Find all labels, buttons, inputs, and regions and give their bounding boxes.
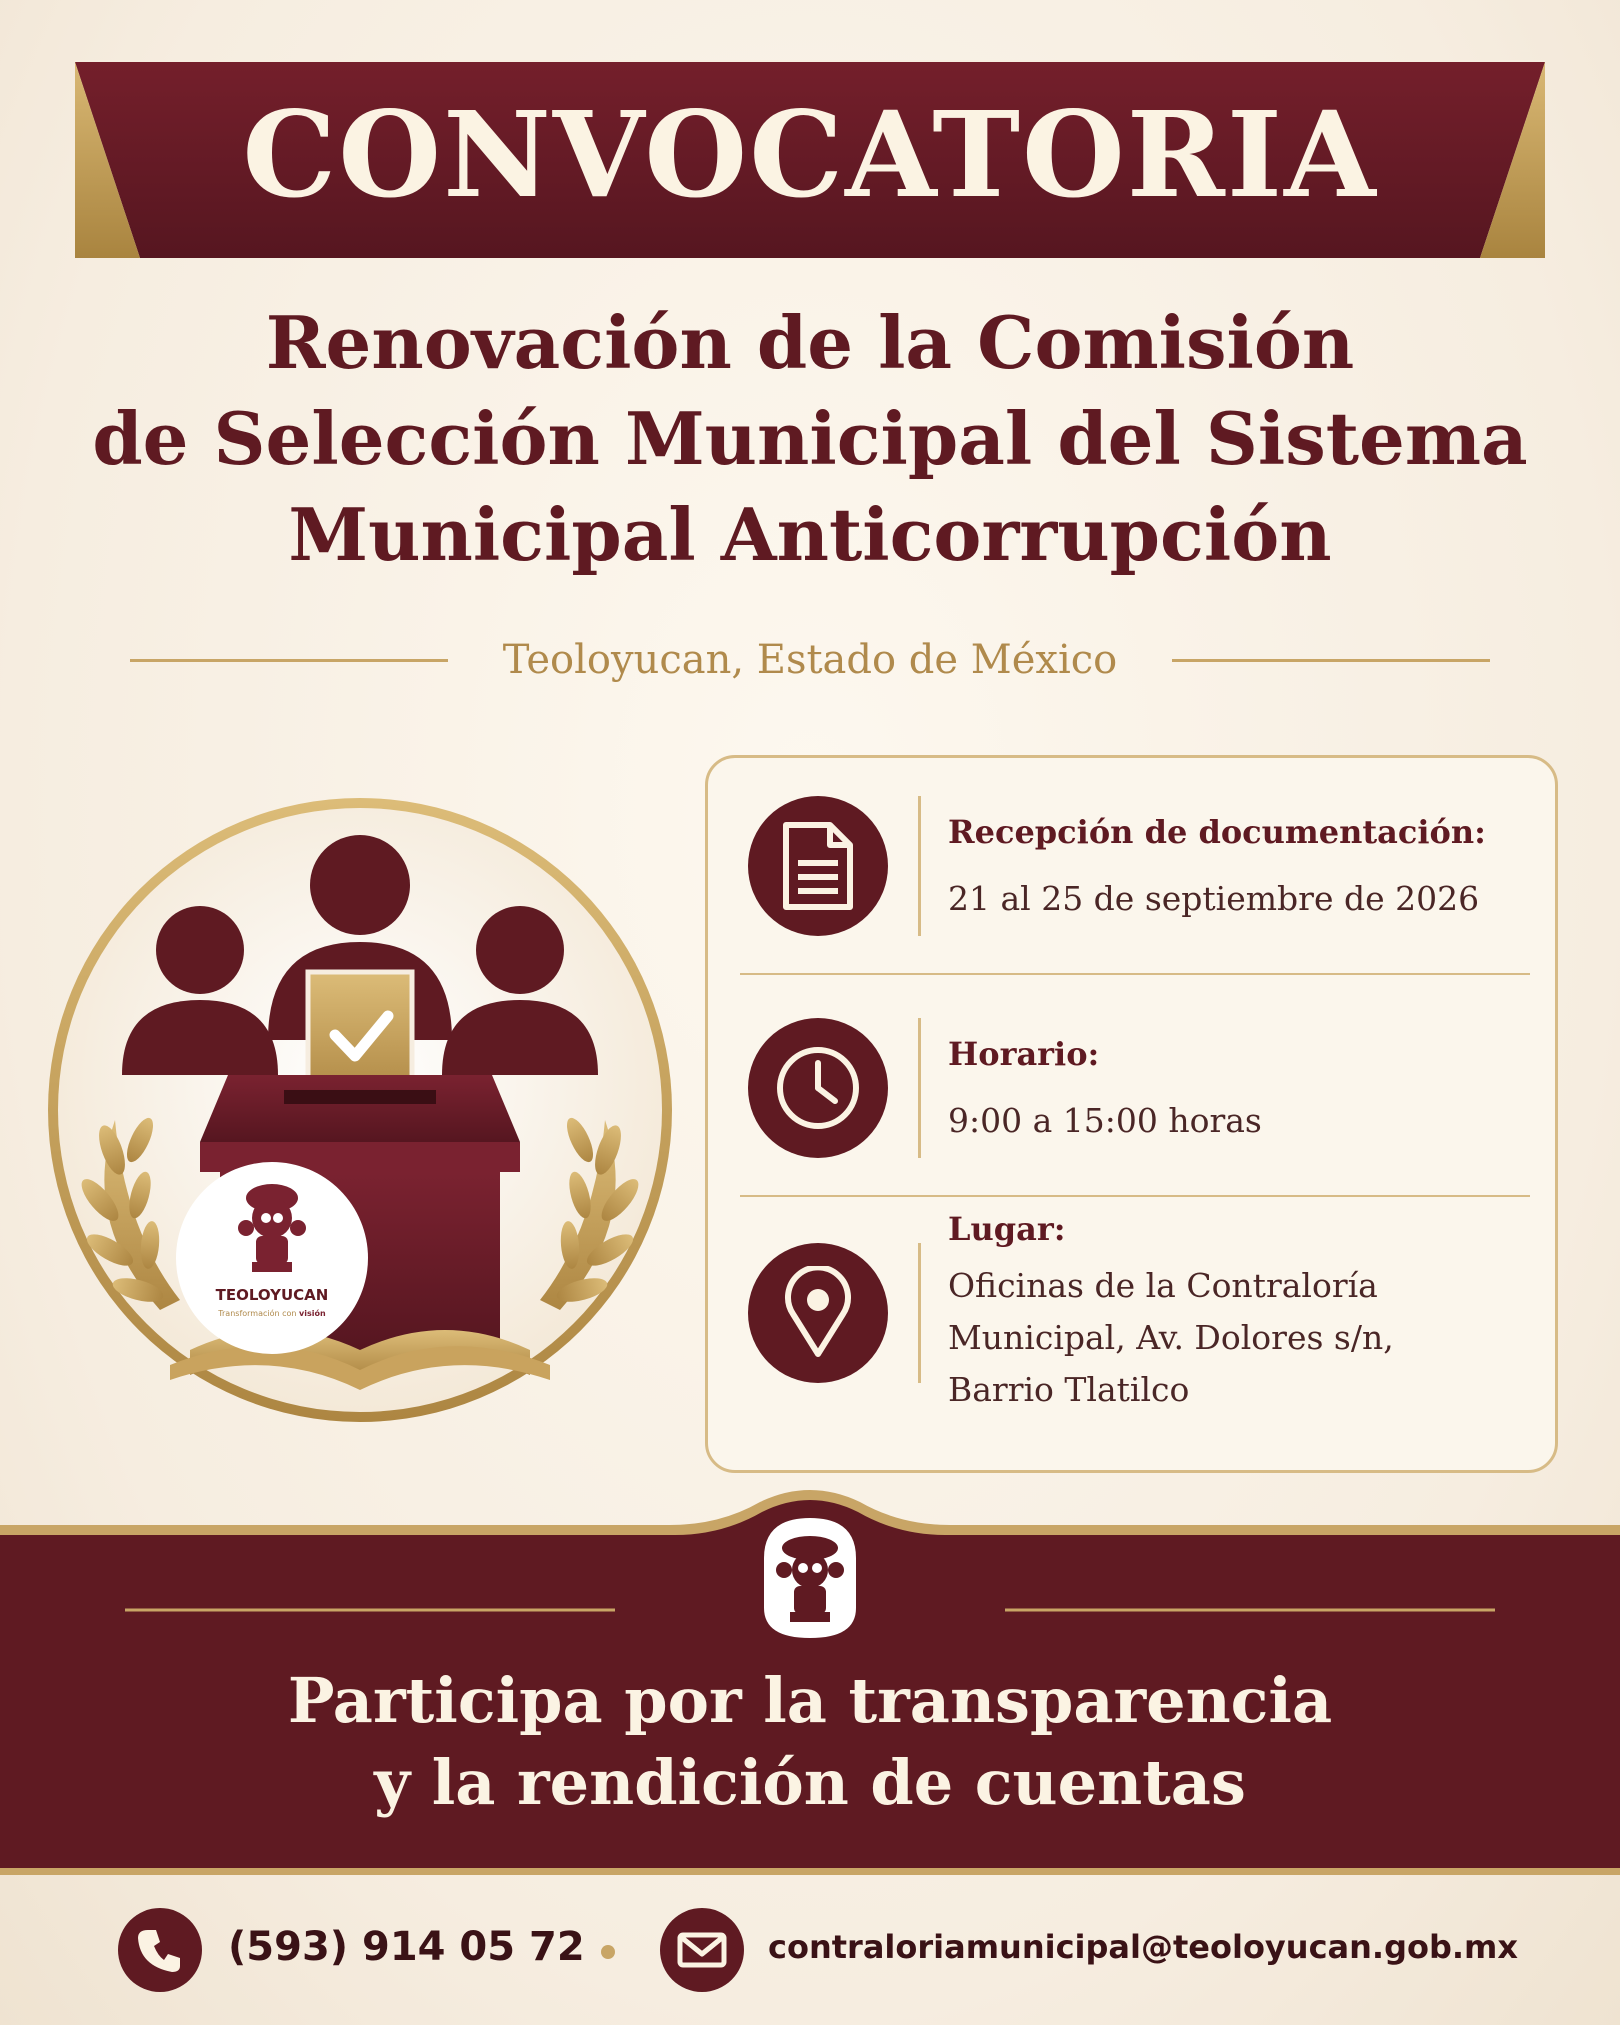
place-line: Barrio Tlatilco <box>948 1370 1190 1409</box>
ballot-box-emblem <box>40 790 680 1430</box>
logo-tagline: Transformación con <box>218 1309 297 1318</box>
info-row-place <box>708 1198 1555 1468</box>
phone-number[interactable]: (593) 914 05 72 <box>228 1924 585 1970</box>
place-line: Municipal, Av. Dolores s/n, <box>948 1318 1394 1357</box>
subtitle-line: Renovación de la Comisión <box>265 300 1355 385</box>
reception-value: 21 al 25 de septiembre de 2026 <box>948 879 1480 918</box>
page-title: CONVOCATORIA <box>242 85 1378 224</box>
subtitle <box>60 295 1560 583</box>
mascot-icon <box>754 1518 866 1638</box>
logo-name: TEOLOYUCAN <box>215 1286 329 1304</box>
email-icon[interactable] <box>660 1908 744 1992</box>
person-left-head <box>156 906 244 994</box>
phone-icon[interactable] <box>118 1908 202 1992</box>
schedule-label: Horario: <box>948 1035 1100 1073</box>
document-icon <box>748 796 888 936</box>
row-divider <box>740 1195 1530 1197</box>
info-card <box>705 755 1558 1473</box>
svg-text:Transformación con visió <box>217 1308 326 1318</box>
place-value <box>948 1260 1394 1416</box>
info-row-schedule <box>708 980 1555 1198</box>
call-to-action <box>0 1660 1620 1824</box>
contact-footer <box>0 1880 1620 2025</box>
row-divider <box>740 973 1530 975</box>
cta-line: y la rendición de cuentas <box>374 1746 1246 1819</box>
clock-icon <box>748 1018 888 1158</box>
subtitle-line: Municipal Anticorrupción <box>288 492 1332 577</box>
schedule-value: 9:00 a 15:00 horas <box>948 1101 1262 1140</box>
place-label: Lugar: <box>948 1210 1066 1248</box>
location-text: Teoloyucan, Estado de México <box>502 637 1118 683</box>
subtitle-line: de Selección Municipal del Sistema <box>92 396 1528 481</box>
info-row-reception <box>708 758 1555 978</box>
reception-label: Recepción de documentación: <box>948 813 1486 851</box>
divider-left <box>130 659 448 662</box>
logo-tagline-emphasis: visión <box>299 1309 326 1318</box>
place-line: Oficinas de la Contraloría <box>948 1266 1378 1305</box>
email-address[interactable]: contraloriamunicipal@teoloyucan.gob.mx <box>768 1928 1518 1966</box>
separator-dot <box>601 1945 615 1959</box>
location-pin-icon <box>748 1243 888 1383</box>
location-row <box>130 630 1490 690</box>
cta-line: Participa por la transparencia <box>287 1664 1333 1737</box>
divider-right <box>1172 659 1490 662</box>
